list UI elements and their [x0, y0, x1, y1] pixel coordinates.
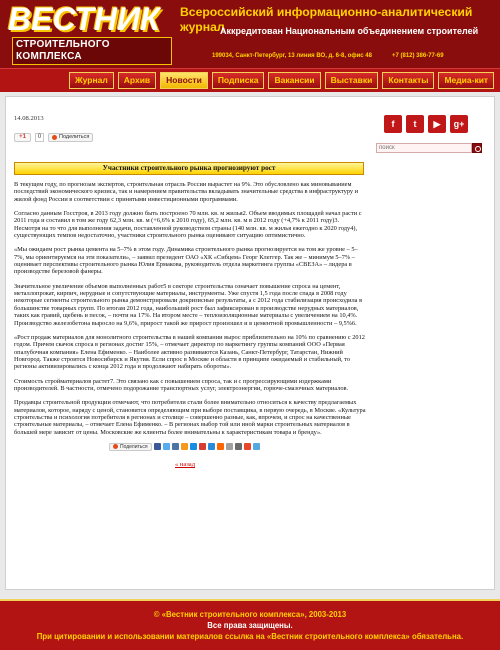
google-plus-icon[interactable]: g+	[450, 115, 468, 133]
article-paragraph: «Рост продаж материалов для монолитного строительства в нашей компании вырос приблизительно на 10% по сравнению с 2012 годом. Причем скачок спроса в регионах достиг 15%, – отмечает директор по маркетингу группы компаний ООО «Первая опалубочная компания» Елена Ефименко. – Наиболее активно развиваются Казань, Санкт-Петербург, Татарстан, Нижний Новгород. Также строится Новосибирск и Якутия. Если спрос в Москве и области в принципе ожидаемый и стабильный, то регионы активизировались с конца 2012 года и продолжают набирать обороты».	[14, 333, 365, 371]
share-button[interactable]	[48, 133, 93, 142]
google-plus-icon[interactable]	[199, 443, 206, 450]
facebook-icon[interactable]: f	[384, 115, 402, 133]
youtube-icon[interactable]: ▶	[428, 115, 446, 133]
livejournal-icon[interactable]	[208, 443, 215, 450]
share-icon	[52, 135, 57, 140]
footer-copyright: © «Вестник строительного комплекса», 2003-2013	[153, 610, 347, 619]
facebook-icon[interactable]	[154, 443, 161, 450]
share-label: Поделиться	[59, 134, 90, 140]
search-bar	[376, 143, 488, 153]
google-plus-count: 0	[35, 133, 44, 142]
nav-item-archive[interactable]: Архив	[118, 72, 156, 89]
nav-item-vacancies[interactable]: Вакансии	[268, 72, 320, 89]
share-bar-top	[14, 133, 366, 142]
social-links	[384, 115, 488, 133]
article-paragraph: Стоимость стройматериалов растет7. Это связано как с повышением спроса, так и с прогрессирующими издержками производителей. В частности, отмечено подорожание транспортных услуг, электроэнергии, горюче-смазочных материалов.	[14, 377, 349, 392]
logo-subtitle: СТРОИТЕЛЬНОГО КОМПЛЕКСА	[12, 37, 172, 65]
blogger-icon[interactable]	[217, 443, 224, 450]
article-title: Участники строительного рынка прогнозируют рост	[14, 162, 364, 175]
twitter-icon[interactable]: t	[406, 115, 424, 133]
content-panel	[5, 96, 495, 590]
nav-item-exhibitions[interactable]: Выставки	[325, 72, 379, 89]
article	[14, 115, 366, 468]
nav-item-news[interactable]: Новости	[160, 72, 208, 89]
search-icon[interactable]	[472, 143, 482, 153]
article-date: 14.08.2013	[14, 115, 44, 122]
footer-citation-note: При цитировании и использовании материалов ссылка на «Вестник строительного комплекса» обязательна.	[36, 632, 464, 641]
pinterest-icon[interactable]	[244, 443, 251, 450]
share-bar-bottom	[109, 443, 366, 451]
vkontakte-icon[interactable]	[172, 443, 179, 450]
back-link[interactable]: « назад	[175, 460, 195, 468]
article-paragraph: Согласно данным Госстроя, в 2013 году должно быть построено 70 млн. кв. м жилья2. Объем вводимых площадей начал расти с 2011 года и составил в том же году 62,3 млн. кв. м (+6,6% к 2010 году), 65,2 млн. кв. м в 2012 году (+4,7% к 2011 году)3. Несмотря на то что для выполнения задачи, поставленной руководством страны (140 млн. кв. м жилья ежегодно к 2020 году4), существующих темпов недостаточно, участники строительного рынка оценивают ситуацию оптимистично.	[14, 210, 362, 240]
email-icon[interactable]	[226, 443, 233, 450]
nav-item-journal[interactable]: Журнал	[69, 72, 114, 89]
site-footer	[0, 599, 500, 650]
twitter-icon[interactable]	[163, 443, 170, 450]
share-icon	[113, 444, 118, 449]
phone-text: +7 (812) 386-77-69	[392, 53, 444, 59]
google-plus-button[interactable]: +1	[14, 133, 31, 142]
site-header	[0, 0, 500, 68]
nav-item-contacts[interactable]: Контакты	[382, 72, 434, 89]
odnoklassniki-icon[interactable]	[181, 443, 188, 450]
nav-item-subscription[interactable]: Подписка	[212, 72, 265, 89]
share-button-bottom[interactable]	[109, 443, 152, 451]
share-label: Поделиться	[120, 443, 148, 450]
article-paragraph: «Мы ожидаем рост рынка цемента на 5–7% в этом году. Динамика строительного рынка прогнозируется на том же уровне – 5–7%, мы ориентируемся на эти показатели», – заявил президент ОАО «ХК «Сибцем» Георг Клеггер. Так же – минимум 5–7% – оценивает перспективы строительного рынка Юлия Ермакова, руководитель отдела маркетинга группы «СВЕЗА» – лидера в производстве березовой фанеры.	[14, 246, 358, 276]
main-nav	[0, 68, 500, 92]
sidebar	[376, 115, 488, 153]
article-paragraph: В текущем году, по прогнозам экспертов, строительная отрасль России вырастет на 9%. Это обусловлено как миновыванием последствий экономического кризиса, так и намерением правительства вкладывать значительные средства в инфраструктуру и жилой фонд России в соответствии с принятыми инвестиционными программами.	[14, 181, 359, 203]
search-input[interactable]	[376, 143, 472, 153]
site-logo[interactable]	[2, 0, 174, 66]
article-paragraph: Значительное увеличение объемов выполненных работ5 в секторе строительства означает повышение спроса на цемент, металлопрокат, кирпич, нерудные и сопутствующие материалы, инструменты. Уже спустя 1,5 года после спада в 2008 году некоторые сегменты строительного рынка демонстрировали докризисные результаты, а с 2012 года стабилизация происходила в большинстве товарных групп. По итогам 2012 года, наибольший рост был зафиксирован в производстве нерудных материалов, таких как гравий, щебень и песок, – почти на 17%. На втором месте – теплоизоляционные материалы с увеличением на 10,4%. Производство железобетона выросло на 9,6%, прирост такой же прирост произошел и в цементной промышленности – 9,5%6.	[14, 282, 363, 327]
article-paragraph: Продавцы строительной продукции отмечают, что потребители стали более внимательно относиться к качеству предлагаемых материалов, которое, наряду с ценой, становится определяющим при выборе поставщика, в первую очередь, в Москве. «Культура строительства и психология потребителя в регионах и столице – совершенно разные, как, впрочем, и спрос на качественные строительные материалы, – отмечает Елена Ефименко. – В регионах выбор той или иной марки строительных материалов в большей мере зависит от цены. Московские же клиенты более внимательны к характеристикам товара и бренду».	[14, 399, 366, 436]
footer-rights: Все права защищены.	[207, 621, 293, 630]
yandex-icon[interactable]	[253, 443, 260, 450]
print-icon[interactable]	[235, 443, 242, 450]
article-body	[14, 181, 366, 436]
address-text: 199034, Санкт-Петербург, 13 линия ВО, д. 6-8, офис 48	[212, 53, 372, 59]
site-tagline: Всероссийский информационно-аналитический журнал	[180, 5, 473, 34]
mailru-icon[interactable]	[190, 443, 197, 450]
logo-title: ВЕСТНИК	[8, 1, 160, 37]
accreditation-text: Аккредитован Национальным объединением строителей	[220, 26, 479, 36]
nav-item-media-kit[interactable]: Медиа-кит	[438, 72, 494, 89]
